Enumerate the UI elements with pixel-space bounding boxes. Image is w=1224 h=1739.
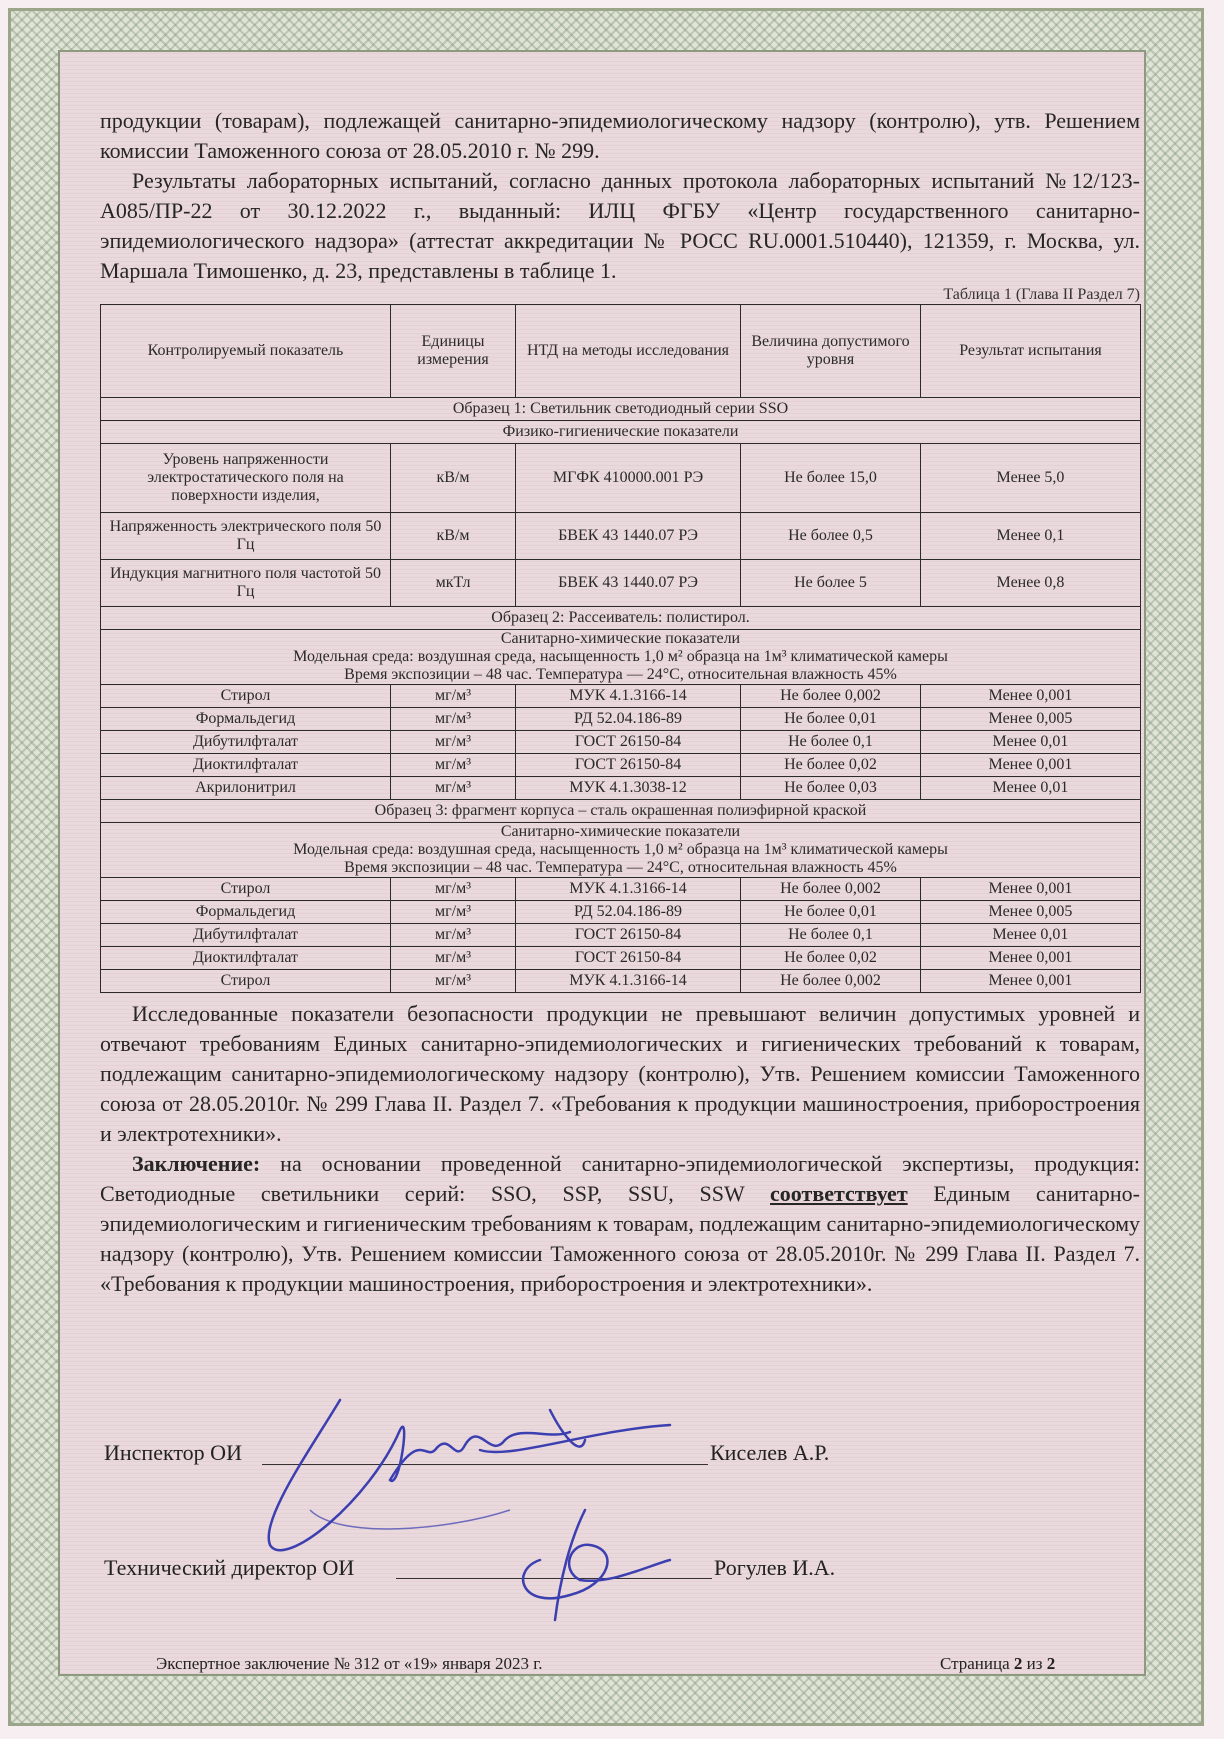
cell-indicator: Напряженность электрического поля 50 Гц [101,513,391,560]
cell-method: ГОСТ 26150-84 [516,731,741,754]
group-2-title: Санитарно-химические показатели [500,630,741,647]
cell-indicator: Стирол [101,685,391,708]
cell-indicator: Формальдегид [101,708,391,731]
header-indicator: Контролируемый показатель [101,305,391,398]
inspector-name: Киселев А.Р. [710,1440,830,1465]
group-2-exposure: Время экспозиции – 48 час. Температура — 24°С, относительная влажность 45% [344,666,897,683]
cell-limit: Не более 0,5 [741,513,921,560]
inspector-role: Инспектор ОИ [104,1440,242,1465]
cell-result: Менее 0,001 [921,947,1141,970]
cell-indicator: Формальдегид [101,901,391,924]
results-table [100,304,1141,993]
group-2-conditions [101,630,1141,685]
cell-limit: Не более 0,03 [741,777,921,800]
cell-units: мг/м³ [391,901,516,924]
cell-limit: Не более 0,01 [741,901,921,924]
cell-units: мг/м³ [391,878,516,901]
cell-limit: Не более 5 [741,560,921,607]
cell-method: БВЕК 43 1440.07 РЭ [516,513,741,560]
cell-result: Менее 0,001 [921,878,1141,901]
cell-result: Менее 0,001 [921,685,1141,708]
group-3-title: Санитарно-химические показатели [500,823,741,840]
footer-page-current: 2 [1013,1654,1023,1673]
conclusion-text-a: на основании проведенной санитарно-эпидемиологической экспертизы, продукция: Светодиодные светильники серий: SSO, SSP, SSU, SSW [100,1151,1140,1206]
header-result: Результат испытания [921,305,1141,398]
cell-limit: Не более 0,1 [741,924,921,947]
cell-method: ГОСТ 26150-84 [516,754,741,777]
cell-result: Менее 0,8 [921,560,1141,607]
footer-page-separator: из [1022,1654,1047,1673]
cell-result: Менее 0,005 [921,708,1141,731]
footer-page-prefix: Страница [940,1654,1014,1673]
cell-units: мг/м³ [391,947,516,970]
cell-method: МУК 4.1.3166-14 [516,878,741,901]
cell-method: РД 52.04.186-89 [516,901,741,924]
cell-result: Менее 0,001 [921,970,1141,993]
conclusion-paragraph [100,1149,1140,1299]
table-row [101,754,1141,777]
cell-limit: Не более 15,0 [741,444,921,513]
header-limit: Величина допустимого уровня [741,305,921,398]
cell-limit: Не более 0,002 [741,970,921,993]
cell-indicator: Стирол [101,970,391,993]
cell-limit: Не более 0,01 [741,708,921,731]
cell-units: мг/м³ [391,970,516,993]
director-name: Рогулев И.А. [714,1555,836,1580]
cell-units: мг/м³ [391,777,516,800]
table-row [101,947,1141,970]
table-caption: Таблица 1 (Глава II Раздел 7) [943,286,1140,303]
table-row [101,685,1141,708]
sample-2-title: Образец 2: Рассеиватель: полистирол. [101,607,1141,630]
sample-1-title: Образец 1: Светильник светодиодный серии SSO [101,398,1141,421]
group-3-conditions [101,823,1141,878]
cell-indicator: Дибутилфталат [101,731,391,754]
cell-method: БВЕК 43 1440.07 РЭ [516,560,741,607]
table-row [101,708,1141,731]
conclusion-label: Заключение: [132,1151,261,1176]
header-method: НТД на методы исследования [516,305,741,398]
cell-method: МУК 4.1.3166-14 [516,970,741,993]
cell-result: Менее 0,1 [921,513,1141,560]
cell-indicator: Индукция магнитного поля частотой 50 Гц [101,560,391,607]
cell-limit: Не более 0,02 [741,754,921,777]
table-header-row [101,305,1141,398]
group-3-exposure: Время экспозиции – 48 час. Температура — 24°С, относительная влажность 45% [344,859,897,876]
intro-paragraph-2: Результаты лабораторных испытаний, согласно данных протокола лабораторных испытаний №12/123-А085/ПР-22 от 30.12.2022 г., выданный: ИЛЦ ФГБУ «Центр государственного санитарно-эпидемиологического надзора» (аттестат аккредитации № РОСС RU.0001.510440), 121359, г. Москва, ул. Маршала Тимошенко, д. 23, представлены в таблице 1. [100,168,1140,283]
cell-result: Менее 0,001 [921,754,1141,777]
cell-units: кВ/м [391,444,516,513]
director-signature [500,1500,680,1640]
sample-2-rows [101,685,1141,800]
cell-method: МГФК 410000.001 РЭ [516,444,741,513]
cell-indicator: Дибутилфталат [101,924,391,947]
cell-indicator: Стирол [101,878,391,901]
table-row [101,901,1141,924]
cell-limit: Не более 0,1 [741,731,921,754]
findings-paragraph: Исследованные показатели безопасности продукции не превышают величин допустимых уровней и отвечают требованиям Единых санитарно-эпидемиологических и гигиенических требований к товарам, подлежащим санитарно-эпидемиологическому надзору (контролю), Утв. Решением комиссии Таможенного союза от 28.05.2010г. № 299 Глава II. Раздел 7. «Требования к продукции машиностроения, приборостроения и электротехники». [100,1001,1140,1146]
table-row [101,444,1141,513]
cell-method: МУК 4.1.3166-14 [516,685,741,708]
cell-limit: Не более 0,02 [741,947,921,970]
table-row [101,970,1141,993]
footer-page-number [940,1654,1055,1674]
conclusion-text-b: Единым санитарно-эпидемиологическим и гигиеническим требованиям к товарам, подлежащим санитарно-эпидемиологическому надзору (контролю), Утв. Решением комиссии Таможенного союза от 28.05.2010г. № 299 Глава II. Раздел 7. «Требования к продукции машиностроения, приборостроения и электротехники». [100,1181,1140,1296]
header-units: Единицы измерения [391,305,516,398]
conclusion-verdict: соответствует [770,1181,908,1206]
director-role: Технический директор ОИ [104,1555,355,1580]
cell-indicator: Акрилонитрил [101,777,391,800]
cell-result: Менее 5,0 [921,444,1141,513]
cell-indicator: Уровень напряженности электростатического поля на поверхности изделия, [101,444,391,513]
cell-units: мг/м³ [391,685,516,708]
document-body [100,106,1140,1299]
group-3-medium: Модельная среда: воздушная среда, насыщенность 1,0 м² образца на 1м³ климатической камеры [293,841,948,858]
cell-indicator: Диоктилфталат [101,947,391,970]
cell-result: Менее 0,01 [921,777,1141,800]
sample-3-rows [101,878,1141,993]
table-row [101,513,1141,560]
cell-units: мг/м³ [391,754,516,777]
table-row [101,777,1141,800]
footer-document-ref: Экспертное заключение № 312 от «19» января 2023 г. [156,1654,543,1673]
cell-method: ГОСТ 26150-84 [516,924,741,947]
cell-method: РД 52.04.186-89 [516,708,741,731]
cell-result: Менее 0,01 [921,731,1141,754]
cell-units: мг/м³ [391,924,516,947]
sample-3-title: Образец 3: фрагмент корпуса – сталь окрашенная полиэфирной краской [101,800,1141,823]
cell-method: МУК 4.1.3038-12 [516,777,741,800]
cell-units: мг/м³ [391,731,516,754]
cell-result: Менее 0,005 [921,901,1141,924]
cell-limit: Не более 0,002 [741,685,921,708]
footer-page-total: 2 [1046,1654,1056,1673]
table-row [101,878,1141,901]
table-row [101,924,1141,947]
cell-method: ГОСТ 26150-84 [516,947,741,970]
table-row [101,560,1141,607]
cell-limit: Не более 0,002 [741,878,921,901]
cell-indicator: Диоктилфталат [101,754,391,777]
cell-units: мкТл [391,560,516,607]
cell-units: мг/м³ [391,708,516,731]
cell-units: кВ/м [391,513,516,560]
group-2-medium: Модельная среда: воздушная среда, насыщенность 1,0 м² образца на 1м³ климатической камеры [293,648,948,665]
cell-result: Менее 0,01 [921,924,1141,947]
intro-paragraph-1: продукции (товарам), подлежащей санитарно-эпидемиологическому надзору (контролю), утв. Решением комиссии Таможенного союза от 28.05.2010 г. № 299. [100,108,1140,163]
table-row [101,731,1141,754]
group-1-title: Физико-гигиенические показатели [101,421,1141,444]
